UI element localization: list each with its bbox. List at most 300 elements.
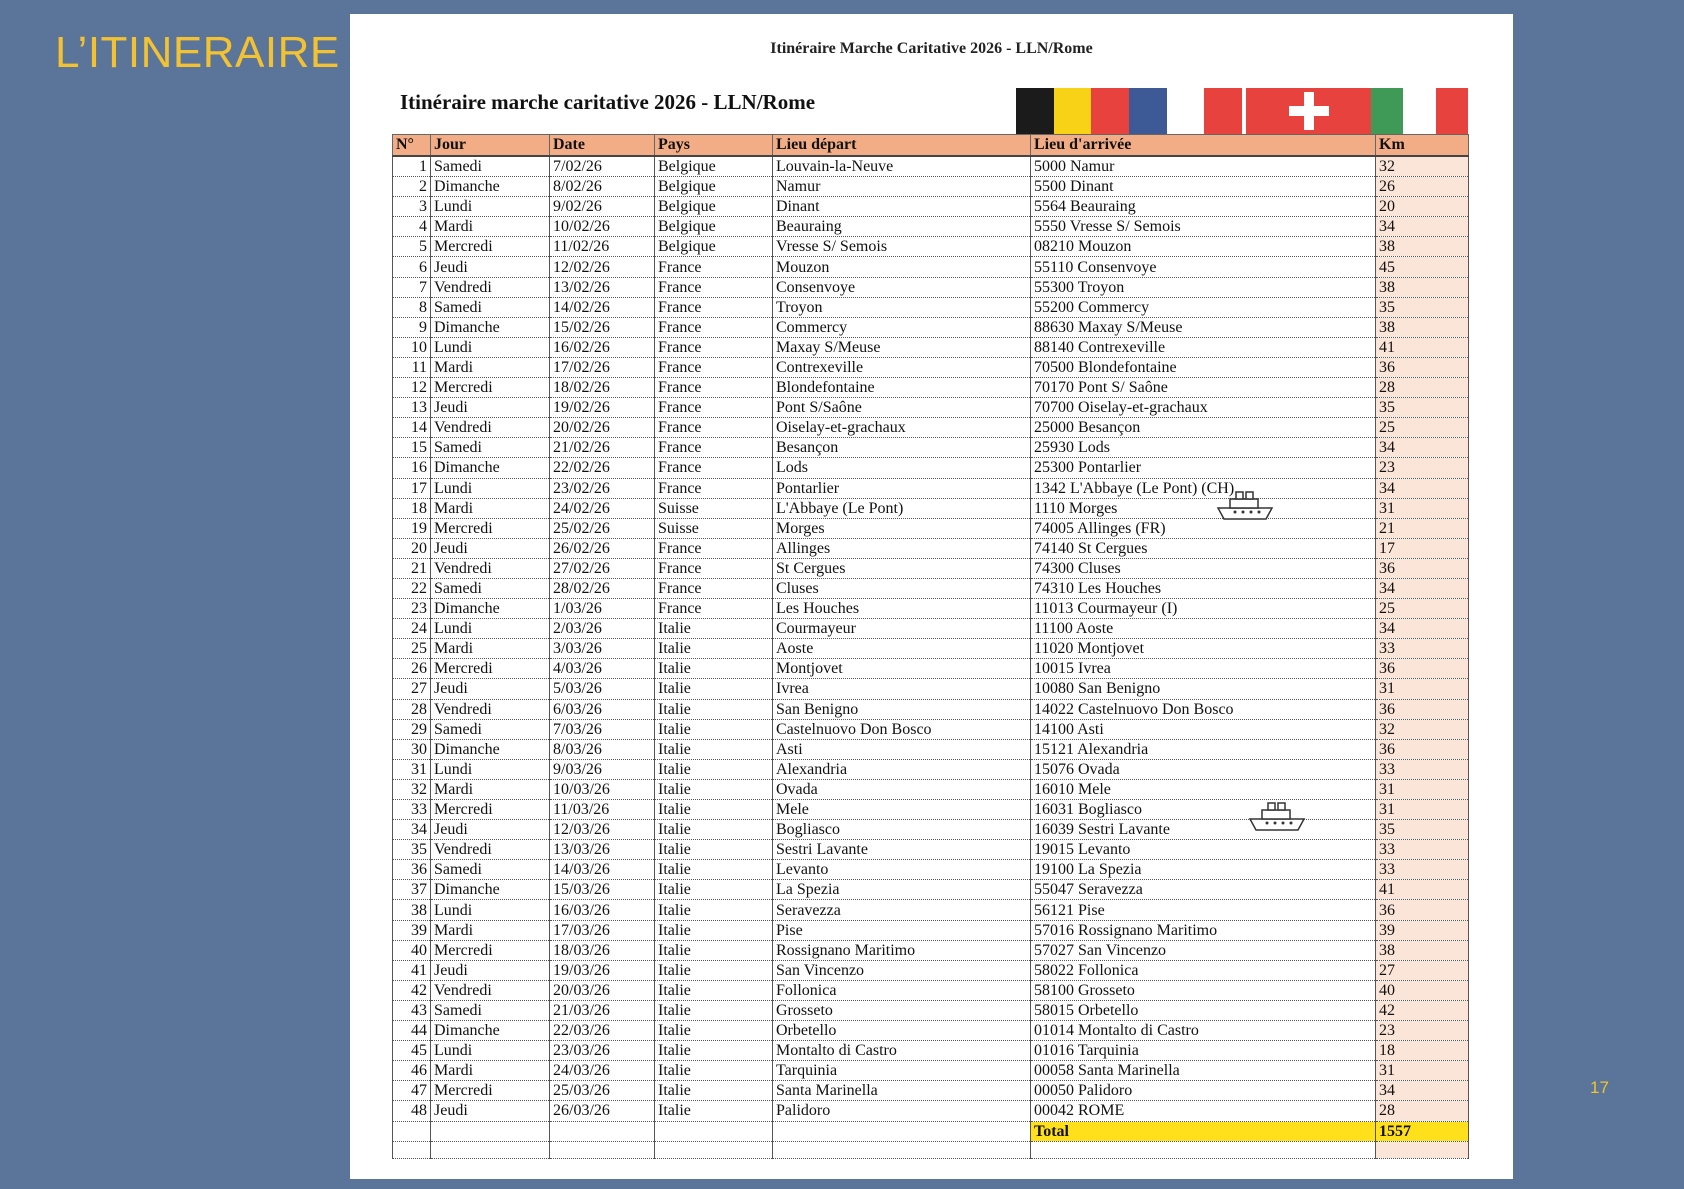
cell-date: 26/03/26 [550,1101,655,1121]
total-row [393,1121,1469,1141]
cell-arrival: 25000 Besançon [1031,418,1376,438]
table-row [393,217,1469,237]
table-row [393,1021,1469,1041]
cell-day: Mardi [431,1061,550,1081]
cell-arrival: 74140 St Cergues [1031,538,1376,558]
cell-departure: Castelnuovo Don Bosco [773,719,1031,739]
cell-country: France [655,297,773,317]
table-row [393,197,1469,217]
cell-arrival: 00058 Santa Marinella [1031,1061,1376,1081]
cell-number: 25 [393,639,431,659]
cell-country: Italie [655,1101,773,1121]
cell-departure: Levanto [773,860,1031,880]
cell-date: 17/02/26 [550,357,655,377]
cell-number: 31 [393,759,431,779]
cell-number: 36 [393,860,431,880]
cell-km: 36 [1376,659,1469,679]
cell-departure: Besançon [773,438,1031,458]
cell-number: 4 [393,217,431,237]
cell-arrival: 16039 Sestri Lavante [1031,820,1376,840]
cell-km: 31 [1376,679,1469,699]
table-row [393,478,1469,498]
cell-arrival: 74005 Allinges (FR) [1031,518,1376,538]
cell-country: France [655,578,773,598]
cell-date: 28/02/26 [550,578,655,598]
cell-day: Mardi [431,217,550,237]
cell-day: Mercredi [431,800,550,820]
cell-country: Belgique [655,177,773,197]
cell-departure: Follonica [773,980,1031,1000]
cell-day: Jeudi [431,1101,550,1121]
table-row [393,699,1469,719]
document-header: Itinéraire Marche Caritative 2026 - LLN/Rome [770,40,1093,57]
cell-number: 20 [393,538,431,558]
empty-cell [655,1121,773,1141]
cell-km: 33 [1376,759,1469,779]
cell-country: Italie [655,900,773,920]
cell-day: Vendredi [431,699,550,719]
cell-day: Vendredi [431,418,550,438]
cell-number: 42 [393,980,431,1000]
cell-number: 24 [393,619,431,639]
cell-country: Italie [655,1021,773,1041]
cell-departure: Blondefontaine [773,378,1031,398]
cell-country: Suisse [655,518,773,538]
cell-country: Italie [655,679,773,699]
cell-km: 38 [1376,940,1469,960]
document-title: Itinéraire marche caritative 2026 - LLN/Rome [400,90,816,114]
cell-number: 47 [393,1081,431,1101]
cell-km: 39 [1376,920,1469,940]
cell-country: France [655,257,773,277]
cell-country: Italie [655,759,773,779]
cell-km: 31 [1376,779,1469,799]
cell-km: 45 [1376,257,1469,277]
table-row [393,177,1469,197]
cell-arrival: 88140 Contrexeville [1031,337,1376,357]
table-row [393,960,1469,980]
empty-cell [550,1121,655,1141]
cell-departure: San Vincenzo [773,960,1031,980]
cell-arrival: 11013 Courmayeur (I) [1031,599,1376,619]
cell-date: 20/02/26 [550,418,655,438]
cell-country: Italie [655,1061,773,1081]
cell-number: 22 [393,578,431,598]
cell-country: Italie [655,920,773,940]
table-row [393,719,1469,739]
itinerary-document [350,14,1513,1179]
cell-arrival: 25930 Lods [1031,438,1376,458]
cell-departure: Pontarlier [773,478,1031,498]
cell-number: 15 [393,438,431,458]
cell-arrival: 5550 Vresse S/ Semois [1031,217,1376,237]
cell-arrival: 08210 Mouzon [1031,237,1376,257]
cell-arrival: 00050 Palidoro [1031,1081,1376,1101]
cell-departure: Asti [773,739,1031,759]
table-row [393,438,1469,458]
cell-date: 11/02/26 [550,237,655,257]
cell-departure: Alexandria [773,759,1031,779]
cell-departure: Mouzon [773,257,1031,277]
cell-country: Italie [655,840,773,860]
table-row [393,418,1469,438]
table-row [393,759,1469,779]
table-row [393,639,1469,659]
cell-day: Dimanche [431,317,550,337]
cell-country: Italie [655,639,773,659]
cell-day: Jeudi [431,257,550,277]
cell-day: Dimanche [431,1021,550,1041]
cell-day: Lundi [431,337,550,357]
cell-arrival: 55200 Commercy [1031,297,1376,317]
cell-country: Italie [655,1041,773,1061]
cell-arrival: 15076 Ovada [1031,759,1376,779]
cell-arrival: 58022 Follonica [1031,960,1376,980]
cell-arrival: 19015 Levanto [1031,840,1376,860]
cell-day: Lundi [431,197,550,217]
cell-km: 32 [1376,156,1469,177]
cell-country: France [655,558,773,578]
cell-number: 37 [393,880,431,900]
cell-km: 35 [1376,398,1469,418]
cell-date: 21/03/26 [550,1000,655,1020]
cell-km: 25 [1376,418,1469,438]
cell-departure: St Cergues [773,558,1031,578]
cell-country: Belgique [655,197,773,217]
cell-km: 34 [1376,217,1469,237]
cell-arrival: 74310 Les Houches [1031,578,1376,598]
table-row [393,297,1469,317]
cell-number: 29 [393,719,431,739]
table-row [393,257,1469,277]
cell-km: 28 [1376,1101,1469,1121]
cell-day: Vendredi [431,980,550,1000]
cell-date: 14/02/26 [550,297,655,317]
cell-departure: Beauraing [773,217,1031,237]
table-row [393,940,1469,960]
table-row [393,1101,1469,1121]
table-row [393,518,1469,538]
cell-km: 21 [1376,518,1469,538]
cell-arrival: 11100 Aoste [1031,619,1376,639]
cell-date: 1/03/26 [550,599,655,619]
cell-number: 38 [393,900,431,920]
cell-country: Italie [655,940,773,960]
cell-departure: Seravezza [773,900,1031,920]
table-row [393,458,1469,478]
cell-departure: Ivrea [773,679,1031,699]
cell-date: 20/03/26 [550,980,655,1000]
cell-arrival: 16010 Mele [1031,779,1376,799]
cell-day: Mercredi [431,940,550,960]
cell-number: 27 [393,679,431,699]
cell-date: 8/02/26 [550,177,655,197]
cell-departure: Santa Marinella [773,1081,1031,1101]
cell-arrival: 74300 Cluses [1031,558,1376,578]
table-row [393,880,1469,900]
cell-arrival: 56121 Pise [1031,900,1376,920]
cell-departure: Dinant [773,197,1031,217]
cell-arrival: 19100 La Spezia [1031,860,1376,880]
column-header-arrival: Lieu d'arrivée [1031,135,1376,157]
slide-title: L’ITINERAIRE [55,28,340,77]
cell-km: 31 [1376,800,1469,820]
cell-number: 7 [393,277,431,297]
cell-date: 21/02/26 [550,438,655,458]
cell-day: Samedi [431,578,550,598]
cell-country: Italie [655,800,773,820]
cell-km: 31 [1376,1061,1469,1081]
blank-row [393,1141,1469,1158]
cell-number: 33 [393,800,431,820]
cell-date: 7/03/26 [550,719,655,739]
cell-arrival: 10080 San Benigno [1031,679,1376,699]
cell-country: Italie [655,619,773,639]
cell-arrival: 55110 Consenvoye [1031,257,1376,277]
cell-km: 32 [1376,719,1469,739]
cell-number: 21 [393,558,431,578]
cell-number: 45 [393,1041,431,1061]
table-row [393,237,1469,257]
cell-date: 13/02/26 [550,277,655,297]
cell-departure: Montalto di Castro [773,1041,1031,1061]
cell-arrival: 70500 Blondefontaine [1031,357,1376,377]
cell-date: 17/03/26 [550,920,655,940]
cell-date: 14/03/26 [550,860,655,880]
cell-km: 34 [1376,478,1469,498]
cell-date: 15/03/26 [550,880,655,900]
cell-day: Lundi [431,478,550,498]
cell-departure: Aoste [773,639,1031,659]
table-row [393,619,1469,639]
cell-departure: Tarquinia [773,1061,1031,1081]
cell-departure: Courmayeur [773,619,1031,639]
cell-km: 42 [1376,1000,1469,1020]
cell-departure: Montjovet [773,659,1031,679]
column-header-date: Date [550,135,655,157]
cell-km: 41 [1376,337,1469,357]
cell-country: France [655,599,773,619]
cell-date: 23/02/26 [550,478,655,498]
cell-country: Italie [655,960,773,980]
cell-country: France [655,337,773,357]
cell-departure: Rossignano Maritimo [773,940,1031,960]
cell-date: 25/02/26 [550,518,655,538]
cell-number: 1 [393,156,431,177]
cell-km: 31 [1376,498,1469,518]
cell-day: Samedi [431,1000,550,1020]
cell-country: Belgique [655,156,773,177]
cell-number: 16 [393,458,431,478]
cell-number: 6 [393,257,431,277]
cell-departure: Morges [773,518,1031,538]
cell-day: Jeudi [431,960,550,980]
cell-country: Italie [655,880,773,900]
cell-km: 38 [1376,277,1469,297]
cell-country: France [655,317,773,337]
cell-departure: La Spezia [773,880,1031,900]
cell-day: Lundi [431,759,550,779]
cell-departure: Palidoro [773,1101,1031,1121]
cell-departure: Mele [773,800,1031,820]
table-row [393,779,1469,799]
cell-number: 10 [393,337,431,357]
cell-date: 24/03/26 [550,1061,655,1081]
cell-departure: Lods [773,458,1031,478]
empty-cell [1031,1141,1376,1158]
cell-country: France [655,438,773,458]
cell-departure: Contrexeville [773,357,1031,377]
cell-day: Mercredi [431,237,550,257]
table-row [393,840,1469,860]
cell-arrival: 00042 ROME [1031,1101,1376,1121]
cell-arrival: 55047 Seravezza [1031,880,1376,900]
cell-number: 2 [393,177,431,197]
cell-departure: Commercy [773,317,1031,337]
cell-number: 26 [393,659,431,679]
total-label: Total [1031,1121,1376,1141]
cell-arrival: 11020 Montjovet [1031,639,1376,659]
cell-date: 18/03/26 [550,940,655,960]
cell-country: Italie [655,820,773,840]
cell-km: 36 [1376,357,1469,377]
cell-km: 18 [1376,1041,1469,1061]
cell-arrival: 15121 Alexandria [1031,739,1376,759]
cell-km: 34 [1376,619,1469,639]
cell-country: Italie [655,699,773,719]
cell-departure: Allinges [773,538,1031,558]
table-row [393,277,1469,297]
cell-country: Italie [655,779,773,799]
empty-cell [431,1121,550,1141]
cell-km: 25 [1376,599,1469,619]
cell-departure: Consenvoye [773,277,1031,297]
cell-departure: Grosseto [773,1000,1031,1020]
cell-number: 30 [393,739,431,759]
cell-arrival: 1342 L'Abbaye (Le Pont) (CH) [1031,478,1376,498]
cell-day: Jeudi [431,820,550,840]
cell-departure: Bogliasco [773,820,1031,840]
cell-date: 22/02/26 [550,458,655,478]
table-row [393,357,1469,377]
cell-day: Lundi [431,619,550,639]
cell-date: 16/02/26 [550,337,655,357]
cell-day: Mardi [431,498,550,518]
cell-number: 48 [393,1101,431,1121]
cell-date: 27/02/26 [550,558,655,578]
cell-km: 26 [1376,177,1469,197]
cell-date: 12/02/26 [550,257,655,277]
cell-number: 35 [393,840,431,860]
cell-day: Samedi [431,156,550,177]
cell-departure: Louvain-la-Neuve [773,156,1031,177]
cell-country: France [655,478,773,498]
cell-day: Jeudi [431,679,550,699]
cell-arrival: 88630 Maxay S/Meuse [1031,317,1376,337]
cell-day: Samedi [431,297,550,317]
cell-date: 22/03/26 [550,1021,655,1041]
table-row [393,860,1469,880]
cell-km: 23 [1376,1021,1469,1041]
cell-day: Vendredi [431,840,550,860]
cell-arrival: 58100 Grosseto [1031,980,1376,1000]
table-row [393,980,1469,1000]
cell-date: 25/03/26 [550,1081,655,1101]
cell-date: 10/02/26 [550,217,655,237]
cell-km: 36 [1376,739,1469,759]
cell-day: Mardi [431,779,550,799]
cell-date: 15/02/26 [550,317,655,337]
cell-day: Vendredi [431,558,550,578]
cell-country: France [655,418,773,438]
cell-day: Lundi [431,900,550,920]
cell-country: Italie [655,659,773,679]
cell-number: 46 [393,1061,431,1081]
cell-day: Mercredi [431,378,550,398]
empty-cell [1376,1141,1469,1158]
cell-date: 9/03/26 [550,759,655,779]
table-row [393,558,1469,578]
cell-date: 16/03/26 [550,900,655,920]
cell-day: Mardi [431,639,550,659]
cell-arrival: 01016 Tarquinia [1031,1041,1376,1061]
cell-km: 36 [1376,558,1469,578]
cell-country: Italie [655,1000,773,1020]
table-row [393,920,1469,940]
cell-country: France [655,538,773,558]
empty-cell [393,1141,431,1158]
column-header-number: N° [393,135,431,157]
cell-arrival: 01014 Montalto di Castro [1031,1021,1376,1041]
itinerary-table [392,134,1469,1159]
table-row [393,1061,1469,1081]
cell-day: Dimanche [431,458,550,478]
cell-country: Italie [655,1081,773,1101]
cell-number: 12 [393,378,431,398]
cell-number: 17 [393,478,431,498]
cell-number: 9 [393,317,431,337]
cell-km: 34 [1376,578,1469,598]
cell-arrival: 1110 Morges [1031,498,1376,518]
cell-number: 5 [393,237,431,257]
cell-number: 39 [393,920,431,940]
table-row [393,659,1469,679]
cell-number: 41 [393,960,431,980]
cell-arrival: 55300 Troyon [1031,277,1376,297]
table-row [393,1081,1469,1101]
table-row [393,337,1469,357]
cell-arrival: 58015 Orbetello [1031,1000,1376,1020]
cell-departure: Les Houches [773,599,1031,619]
cell-country: Italie [655,719,773,739]
cell-number: 32 [393,779,431,799]
ship-icon [1246,799,1308,833]
cell-day: Vendredi [431,277,550,297]
cell-day: Jeudi [431,538,550,558]
cell-day: Mercredi [431,1081,550,1101]
cell-day: Dimanche [431,177,550,197]
table-row [393,378,1469,398]
column-header-km: Km [1376,135,1469,157]
cell-date: 23/03/26 [550,1041,655,1061]
cell-date: 19/02/26 [550,398,655,418]
cell-day: Mardi [431,920,550,940]
cell-number: 23 [393,599,431,619]
table-row [393,739,1469,759]
cell-km: 34 [1376,438,1469,458]
cell-date: 12/03/26 [550,820,655,840]
cell-arrival: 25300 Pontarlier [1031,458,1376,478]
